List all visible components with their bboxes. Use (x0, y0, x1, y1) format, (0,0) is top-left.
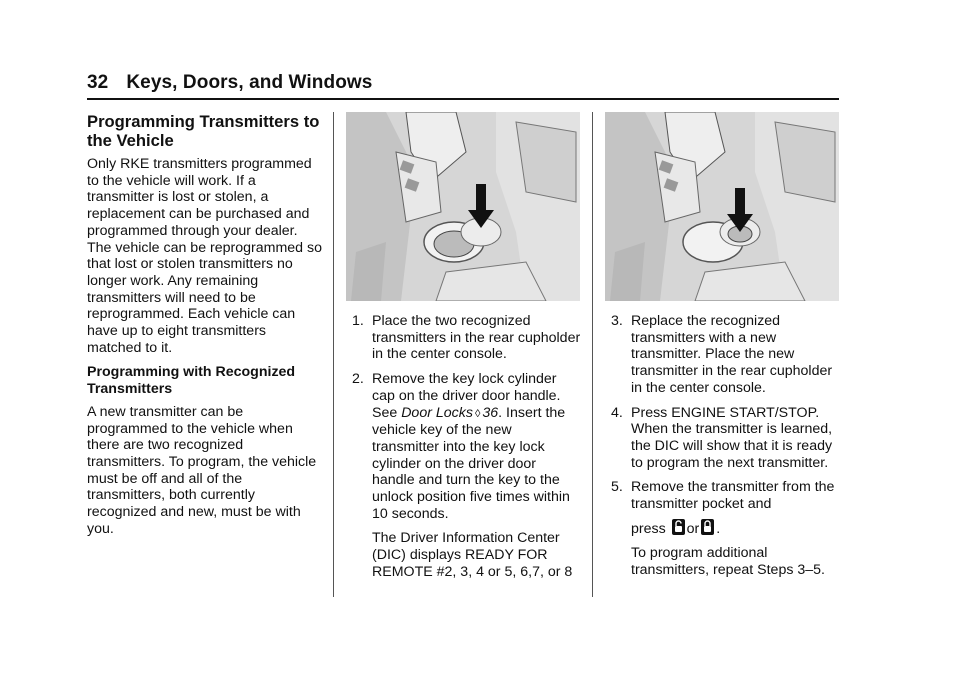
body-paragraph: A new transmitter can be programmed to the vehicle when there are two recognized transmitters. To program, the vehicle must be off and all of the transmitters, both currently recognized and new, must be with you. (87, 403, 317, 537)
header-rule (87, 98, 839, 100)
column-divider-2 (592, 112, 593, 597)
chapter-title: Keys, Doors, and Windows (126, 72, 373, 93)
console-illustration-1 (346, 112, 580, 301)
step-3 (605, 313, 841, 397)
steps-list-a (346, 313, 582, 581)
steps-list-b (605, 313, 841, 579)
step-number: 5. (611, 479, 623, 496)
step-number: 1. (352, 313, 364, 329)
column-1 (87, 112, 323, 545)
step-5 (605, 479, 841, 579)
step-2 (346, 371, 582, 580)
step-4 (605, 405, 841, 472)
column-2 (346, 313, 582, 589)
step-number: 3. (611, 313, 623, 329)
section-heading: Programming Transmitters to the Vehicle (87, 112, 320, 150)
step-text: Remove the key lock cylinder cap on the driver door handle. See (372, 371, 561, 421)
step-note: To program additional transmitters, repeat Steps 3–5. (631, 545, 825, 579)
period-text: . (716, 520, 721, 537)
step-text: Press ENGINE START/STOP. When the transmitter is learned, the DIC will show that it is ready to program the next transmitter. (631, 404, 833, 471)
xref-symbol: ◊ (474, 407, 481, 420)
step-text: Place the two recognized transmitters in the rear cupholder in the center console. (372, 313, 581, 363)
step-1 (346, 313, 582, 363)
step-text: Replace the recognized transmitters with a new transmitter. Place the new transmitter in the rear cupholder in the center console. (631, 313, 833, 396)
xref-page[interactable]: 36 (482, 404, 499, 421)
step-text: . Insert the vehicle key of the new transmitter into the key lock cylinder on the driver door handle and turn the key to the unlock position five times within 10 seconds. (372, 404, 570, 522)
step-note: The Driver Information Center (DIC) displays READY FOR REMOTE #2, 3, 4 or 5, 6,7, or 8 (372, 530, 573, 580)
step-text: Remove the transmitter from the transmitter pocket and (631, 479, 835, 513)
console-illustration-2 (605, 112, 839, 301)
intro-paragraph: Only RKE transmitters programmed to the vehicle will work. If a transmitter is lost or stolen, a replacement can be purchased and programmed through your dealer. The vehicle can be reprogrammed so that lost or stolen transmitters no longer work. Any remaining transmitters will need to be reprogrammed. Each vehicle can have up to eight transmitters matched to it. (87, 156, 323, 356)
lock-icon (701, 519, 714, 535)
step-number: 2. (352, 371, 364, 388)
column-divider-1 (333, 112, 334, 597)
or-text: or (686, 520, 700, 537)
column-3 (605, 313, 841, 587)
unlock-icon (672, 519, 685, 535)
page-number: 32 (87, 72, 109, 93)
xref-link[interactable]: Door Locks (401, 404, 473, 421)
subsection-heading: Programming with Recognized Transmitters (87, 364, 296, 398)
step-number: 4. (611, 404, 623, 421)
page-header (87, 72, 372, 94)
press-text: press (631, 520, 666, 537)
